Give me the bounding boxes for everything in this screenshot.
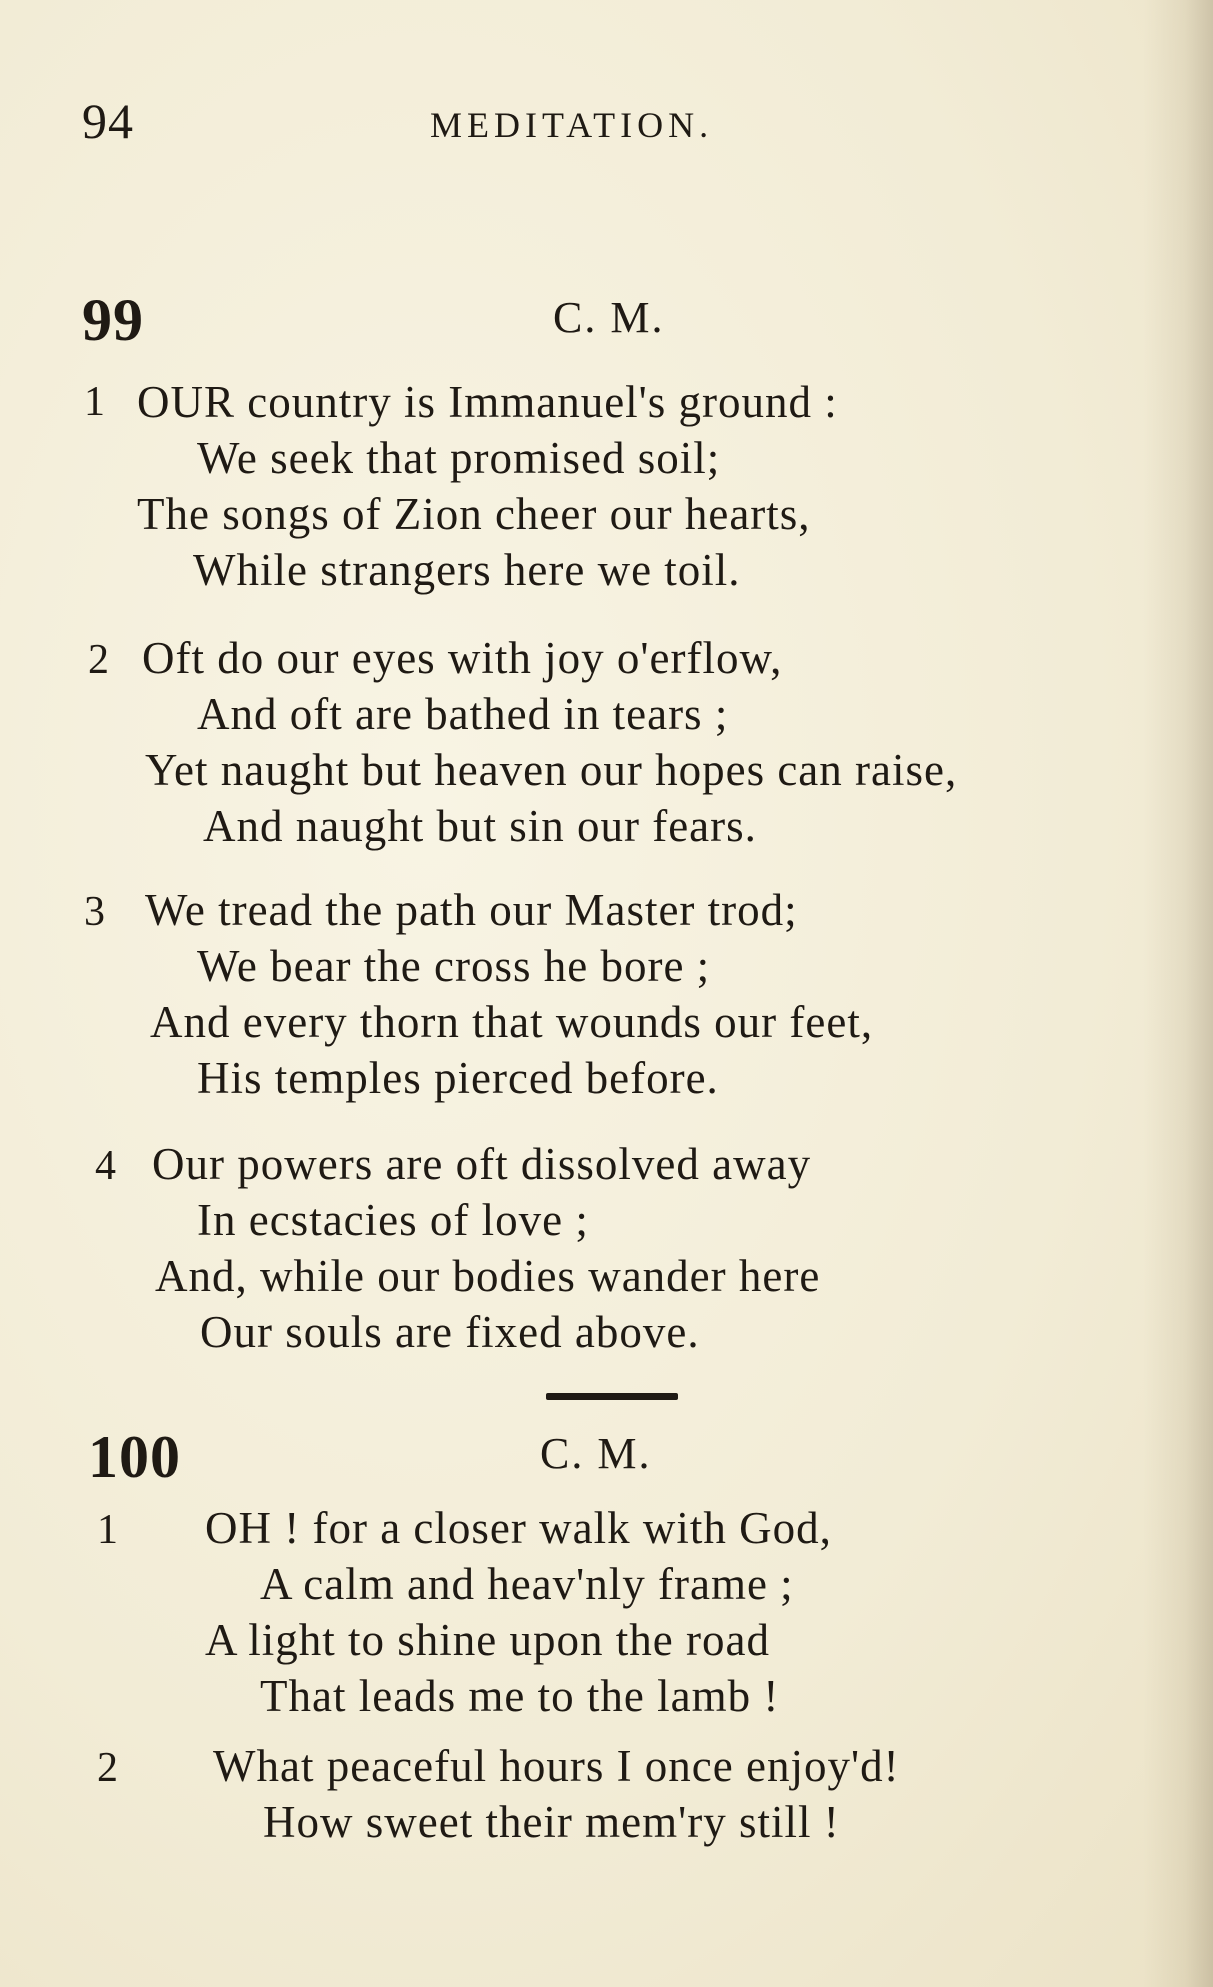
hymn-line: A light to shine upon the road bbox=[205, 1615, 770, 1665]
verse-number: 1 bbox=[84, 379, 105, 425]
verse-number: 3 bbox=[84, 889, 105, 935]
hymn-line: Oft do our eyes with joy o'erflow, bbox=[142, 633, 783, 683]
hymn-number: 100 bbox=[88, 1424, 181, 1490]
hymn-line: In ecstacies of love ; bbox=[197, 1195, 589, 1245]
page-number: 94 bbox=[82, 93, 134, 149]
hymn-line: How sweet their mem'ry still ! bbox=[263, 1797, 840, 1847]
hymn-number: 99 bbox=[82, 287, 144, 353]
running-head: MEDITATION. bbox=[430, 105, 714, 145]
section-divider-rule bbox=[546, 1393, 678, 1400]
verse-number: 2 bbox=[97, 1745, 118, 1791]
hymn-line: Our souls are fixed above. bbox=[200, 1307, 700, 1357]
hymn-line: We bear the cross he bore ; bbox=[197, 941, 711, 991]
page-gutter-shadow bbox=[1143, 0, 1213, 1987]
hymn-line: And every thorn that wounds our feet, bbox=[150, 997, 874, 1047]
hymn-line: Our powers are oft dissolved away bbox=[152, 1139, 812, 1189]
hymn-line: That leads me to the lamb ! bbox=[260, 1671, 780, 1721]
hymn-line: Yet naught but heaven our hopes can raise, bbox=[145, 745, 958, 795]
hymn-line: The songs of Zion cheer our hearts, bbox=[137, 489, 811, 539]
verse-number: 2 bbox=[88, 637, 109, 683]
hymn-line: His temples pierced before. bbox=[197, 1053, 719, 1103]
hymn-meter: C. M. bbox=[553, 293, 665, 342]
hymn-line: While strangers here we toil. bbox=[193, 545, 741, 595]
hymn-line: OUR country is Immanuel's ground : bbox=[137, 377, 838, 427]
hymn-meter: C. M. bbox=[540, 1429, 652, 1478]
hymn-line: And oft are bathed in tears ; bbox=[197, 689, 729, 739]
hymn-line: We seek that promised soil; bbox=[197, 433, 721, 483]
hymn-line: What peaceful hours I once enjoy'd! bbox=[213, 1741, 900, 1791]
verse-number: 1 bbox=[97, 1507, 118, 1553]
verse-number: 4 bbox=[95, 1143, 116, 1189]
hymn-line: OH ! for a closer walk with God, bbox=[205, 1503, 832, 1553]
hymn-line: And naught but sin our fears. bbox=[203, 801, 757, 851]
hymn-line: A calm and heav'nly frame ; bbox=[260, 1559, 794, 1609]
hymn-line: We tread the path our Master trod; bbox=[145, 885, 798, 935]
hymn-line: And, while our bodies wander here bbox=[155, 1251, 821, 1301]
